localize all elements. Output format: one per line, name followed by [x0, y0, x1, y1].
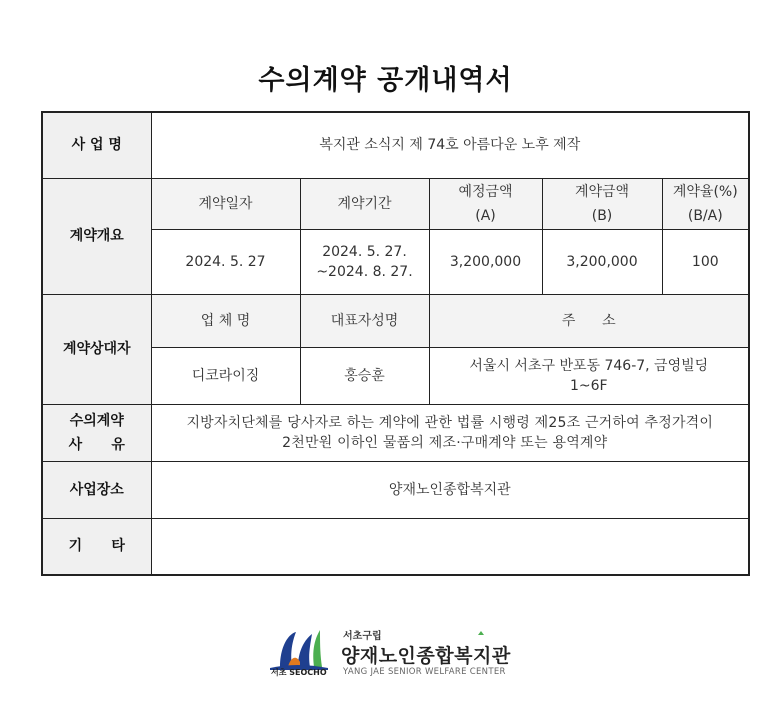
document-title: 수의계약 공개내역서: [258, 65, 513, 96]
representative-header: 대표자성명: [300, 294, 429, 347]
reason-line1: 지방자치단체를 당사자로 하는 계약에 관한 법률 시행령 제25조 근거하여 추정가격이: [186, 414, 714, 431]
contract-amount-value: 3,200,000: [542, 229, 662, 294]
logo-seocho-text: 서초 SEOCHO: [271, 668, 327, 677]
reason-label-line2: 사 유: [68, 436, 125, 453]
overview-label: 계약개요: [42, 178, 151, 294]
reason-line2: 2천만원 이하인 물품의 제조·구매계약 또는 용역계약: [282, 434, 608, 451]
address-value: [429, 347, 749, 404]
contract-period-value: [300, 229, 429, 294]
representative-value: 홍승훈: [300, 347, 429, 404]
disclosure-table: [41, 111, 750, 576]
project-name-label: 사 업 명: [42, 112, 151, 178]
reason-value: [151, 404, 749, 461]
logo-small-text: 서초구립: [343, 631, 382, 642]
reason-label-line1: 수의계약: [69, 412, 124, 429]
other-label: 기 타: [42, 518, 151, 575]
project-name-value: 복지관 소식지 제 74호 아름다운 노후 제작: [151, 112, 749, 178]
contract-amount-header-sub: (B): [591, 207, 613, 224]
estimated-amount-value: 3,200,000: [429, 229, 542, 294]
contract-amount-header-text: 계약금액: [574, 183, 630, 200]
contract-rate-header-text: 계약율(%): [672, 183, 738, 200]
contract-rate-value: 100: [662, 229, 749, 294]
company-header: 업 체 명: [151, 294, 300, 347]
contract-period-end: ~2024. 8. 27.: [316, 263, 413, 280]
logo-english-text: YANG JAE SENIOR WELFARE CENTER: [343, 667, 506, 677]
company-value: 디코라이징: [151, 347, 300, 404]
contract-period-start: 2024. 5. 27.: [322, 243, 407, 260]
contract-rate-header: [662, 178, 749, 229]
location-label: 사업장소: [42, 461, 151, 518]
address-header: 주 소: [429, 294, 749, 347]
address-line2: 1~6F: [569, 377, 608, 394]
contract-rate-header-sub: (B/A): [687, 207, 723, 224]
location-value: 양재노인종합복지관: [151, 461, 749, 518]
estimated-amount-header: [429, 178, 542, 229]
contract-date-value: 2024. 5. 27: [151, 229, 300, 294]
estimated-amount-header-text: 예정금액: [458, 183, 513, 200]
address-line1: 서울시 서초구 반포동 746-7, 금영빌딩: [469, 357, 709, 374]
contract-period-header: 계약기간: [300, 178, 429, 229]
logo-main-text: 양재노인종합복지관: [341, 645, 511, 667]
other-value: [151, 518, 749, 575]
contract-amount-header: [542, 178, 662, 229]
reason-label: [42, 404, 151, 461]
estimated-amount-header-sub: (A): [475, 207, 496, 224]
counterparty-label: 계약상대자: [42, 294, 151, 404]
contract-date-header: 계약일자: [151, 178, 300, 229]
